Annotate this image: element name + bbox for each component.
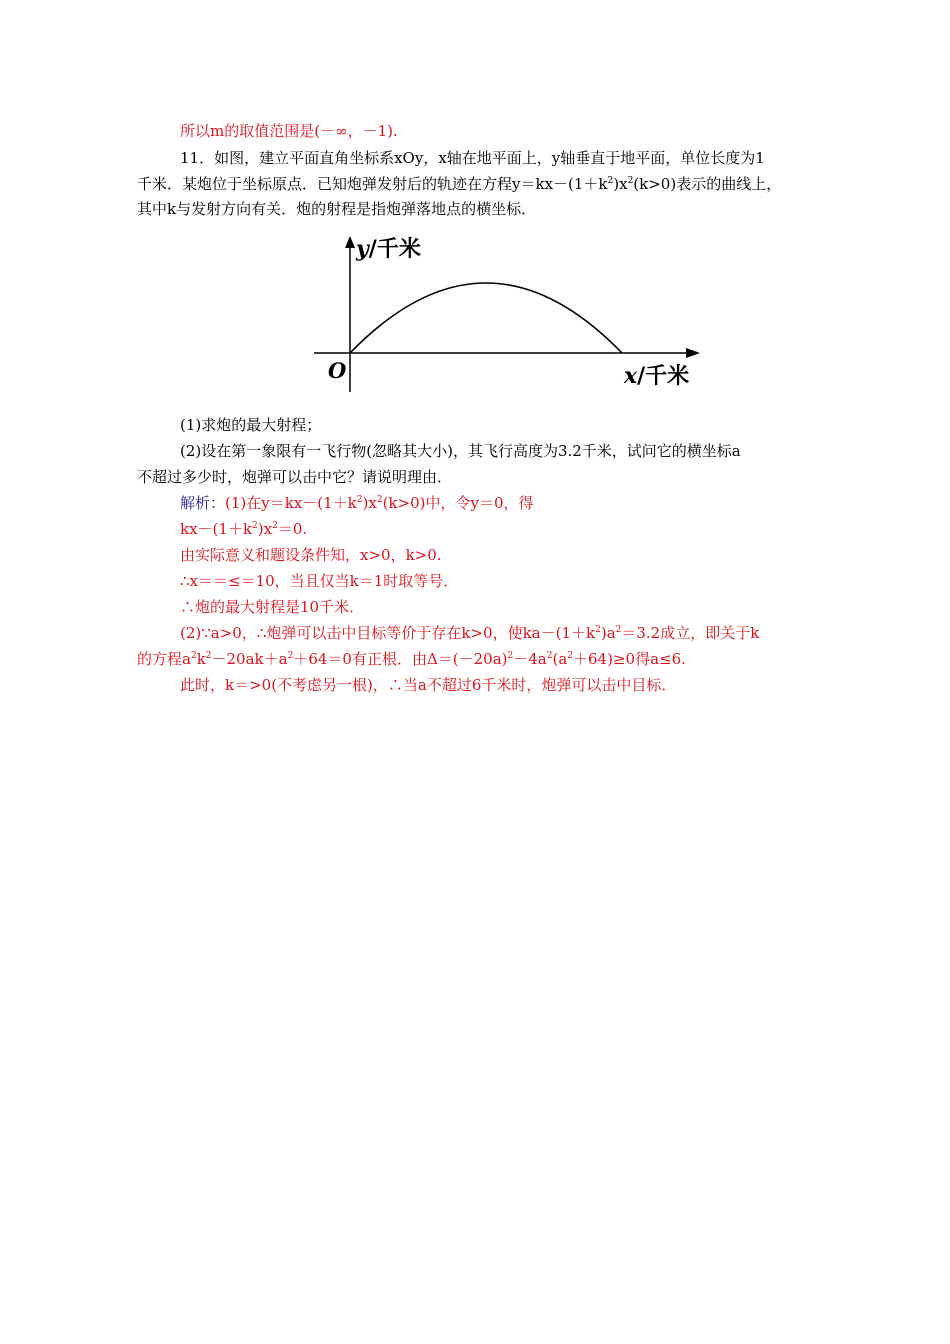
solution-line-4: ∴x＝＝≤＝10，当且仅当k＝1时取等号． <box>180 572 459 590</box>
problem-11-line-3: 其中k与发射方向有关．炮的射程是指炮弹落地点的横坐标． <box>137 200 537 218</box>
prev-answer-line: 所以m的取值范围是(－∞，－1). <box>180 122 398 140</box>
solution-line-7: 的方程$a^2k^2-20ak+a^2+64=0$有正根．由$\Delta=(-20a)^2-4a^2(a^2+64)\ge 0$得a≤6. <box>137 650 686 668</box>
x-axis-label: x/千米 <box>624 363 690 389</box>
y-axis-label: y/千米 <box>356 236 421 262</box>
problem-11-line-1: 11．如图，建立平面直角坐标系xOy，x轴在地平面上，y轴垂直于地平面，单位长度为1 <box>180 149 765 167</box>
solution-line-1: 解析：(1)在$y=kx-(1+k^2)x^2(k>0)$中，令y＝0，得 <box>180 494 534 512</box>
solution-line-2: $kx-(1+k^2)x^2=0$. <box>180 520 308 538</box>
trajectory-figure <box>308 232 708 392</box>
solution-line-3: 由实际意义和题设条件知，x>0，k>0. <box>180 546 442 564</box>
trajectory-curve <box>350 283 622 353</box>
solution-line-6: (2)∵a>0，∴炮弹可以击中目标等价于存在k>0，使$ka-(1+k^2)a^2=3.2$成立，即关于k <box>180 624 760 642</box>
question-2-line-2: 不超过多少时，炮弹可以击中它？请说明理由． <box>137 468 453 486</box>
question-2-line-1: (2)设在第一象限有一飞行物(忽略其大小)，其飞行高度为3.2千米，试问它的横坐标a <box>180 442 741 460</box>
x-axis-arrow <box>686 348 700 358</box>
solution-label: 解析： <box>180 494 226 512</box>
question-1: (1)求炮的最大射程； <box>180 416 322 434</box>
solution-line-8: 此时，k＝>0(不考虑另一根)，∴当a不超过6千米时，炮弹可以击中目标． <box>180 676 677 694</box>
origin-label: O <box>328 358 347 383</box>
problem-11-line-2: 千米．某炮位于坐标原点．已知炮弹发射后的轨迹在方程$y=kx-(1+k^2)x^2(k>0)$表示的曲线上， <box>137 175 782 193</box>
solution-line-5: ∴炮的最大射程是10千米． <box>180 598 365 616</box>
y-axis-arrow <box>345 236 355 248</box>
